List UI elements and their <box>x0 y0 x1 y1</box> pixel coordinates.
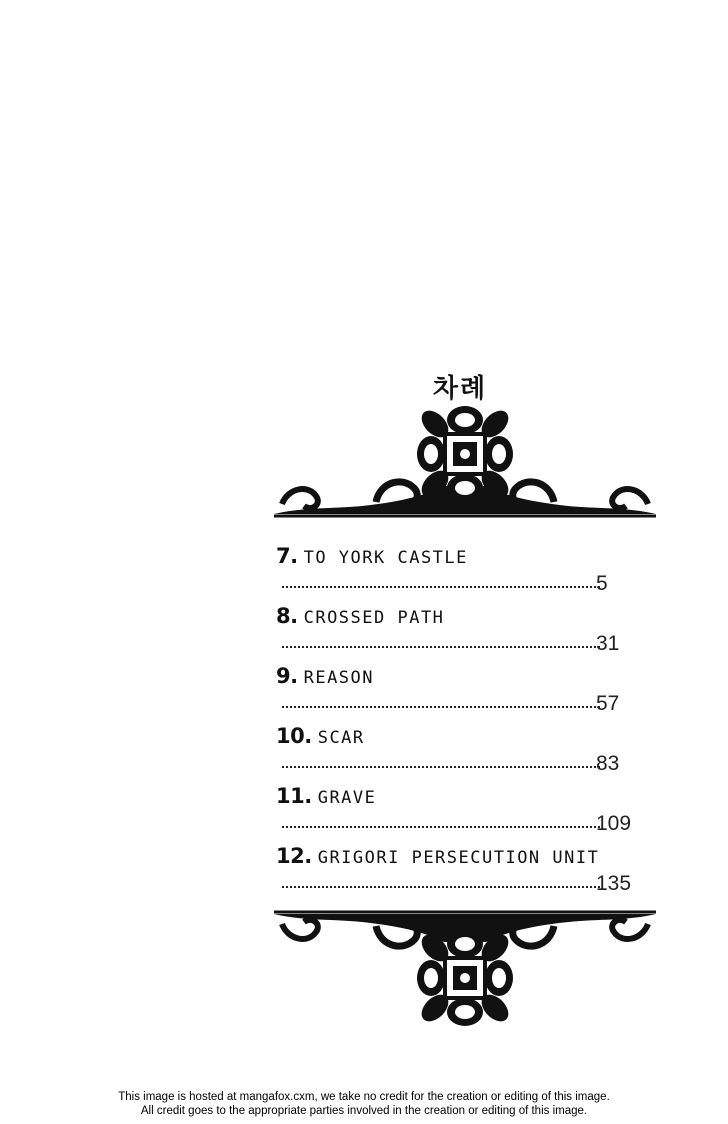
dot-leader <box>282 704 600 708</box>
toc-entry <box>276 540 656 600</box>
chapter-title: SCAR <box>317 728 365 748</box>
chapter-title: GRIGORI PERSECUTION UNIT <box>317 848 600 868</box>
chapter-number: 11. <box>276 784 312 808</box>
chapter-page: 135 <box>596 872 632 895</box>
toc-list <box>276 540 656 900</box>
toc-entry <box>276 600 656 660</box>
chapter-title: REASON <box>303 668 375 688</box>
chapter-number: 7. <box>276 544 298 568</box>
chapter-page: 109 <box>596 812 632 835</box>
footer-line-1: This image is hosted at mangafox.cxm, we take no credit for the creation or editing of this image. <box>118 1091 610 1103</box>
footer-line-2: All credit goes to the appropriate parties involved in the creation or editing of this image. <box>140 1105 588 1117</box>
chapter-number: 8. <box>276 604 298 628</box>
hosting-credit-footer <box>0 1090 728 1118</box>
toc-entry <box>276 840 656 900</box>
toc-entry <box>276 780 656 840</box>
chapter-title: CROSSED PATH <box>303 608 445 628</box>
toc-entry <box>276 660 656 720</box>
chapter-page: 5 <box>596 572 608 595</box>
chapter-page: 83 <box>596 752 620 775</box>
dot-leader <box>282 824 600 828</box>
dot-leader <box>282 584 600 588</box>
chapter-page: 31 <box>596 632 620 655</box>
chapter-title: TO YORK CASTLE <box>303 548 468 568</box>
toc-entry <box>276 720 656 780</box>
dot-leader <box>282 764 600 768</box>
dot-leader <box>282 644 600 648</box>
toc-title: 차례 <box>432 374 488 404</box>
floral-ornament-top-icon <box>268 404 662 520</box>
chapter-number: 10. <box>276 724 312 748</box>
chapter-number: 9. <box>276 664 298 688</box>
chapter-page: 57 <box>596 692 620 715</box>
dot-leader <box>282 884 600 888</box>
chapter-number: 12. <box>276 844 312 868</box>
floral-ornament-bottom-icon <box>268 908 662 1030</box>
chapter-title: GRAVE <box>317 788 377 808</box>
